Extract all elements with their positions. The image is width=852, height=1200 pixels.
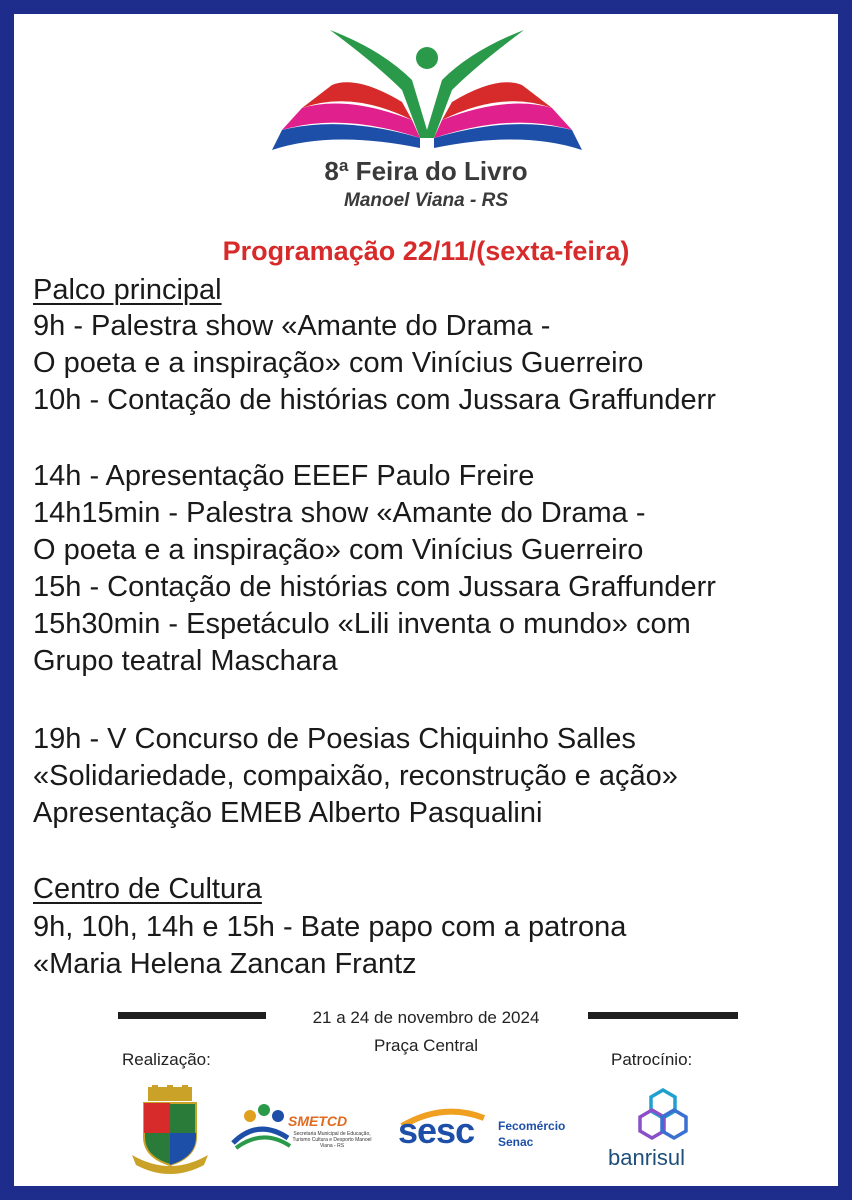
event-place: Praça Central [374,1036,478,1055]
program-line: 14h15min - Palestra show «Amante do Drama - [33,497,646,529]
banrisul-name: banrisul [608,1145,686,1170]
program-line: O poeta e a inspiração» com Vinícius Guerreiro [33,347,644,379]
section-title-centro: Centro de Cultura [33,873,262,905]
program-line: «Maria Helena Zancan Frantz [33,948,417,980]
fecomercio-name: Fecomércio [498,1119,566,1133]
program-line: 9h - Palestra show «Amante do Drama - [33,310,551,342]
program-line: Apresentação EMEB Alberto Pasqualini [33,797,543,829]
realizacao-label: Realização: [122,1050,211,1069]
smetcd-name: SMETCD [288,1113,348,1129]
event-city: Manoel Viana - RS [344,190,508,211]
program-line: 10h - Contação de histórias com Jussara Graffunderr [33,384,716,416]
program-heading: Programação 22/11/(sexta-feira) [222,236,630,266]
program-line: Grupo teatral Maschara [33,645,338,677]
program-line: 9h, 10h, 14h e 15h - Bate papo com a patrona [33,911,627,943]
program-line: 14h - Apresentação EEEF Paulo Freire [33,460,535,492]
program-line: 15h - Contação de histórias com Jussara Graffunderr [33,571,716,603]
book-fair-logo [262,20,592,160]
banrisul-hexagons-icon [632,1088,694,1144]
program-line: 15h30min - Espetáculo «Lili inventa o mundo» com [33,608,691,640]
section-title-palco: Palco principal [33,274,222,306]
smetcd-description: Secretaria Municipal de Educação, Turismo Cultura e Desporto Manoel Viana - RS [292,1131,372,1149]
senac-name: Senac [498,1135,534,1149]
program-line: «Solidariedade, compaixão, reconstrução e ação» [33,760,678,792]
municipal-coat-of-arms-icon [130,1085,210,1175]
sesc-name: sesc [398,1110,475,1151]
patrocinio-label: Patrocínio: [611,1050,693,1069]
program-line: O poeta e a inspiração» com Vinícius Guerreiro [33,534,644,566]
event-dates: 21 a 24 de novembro de 2024 [312,1008,540,1027]
program-line: 19h - V Concurso de Poesias Chiquinho Salles [33,723,636,755]
event-title: 8ª Feira do Livro [324,156,528,186]
